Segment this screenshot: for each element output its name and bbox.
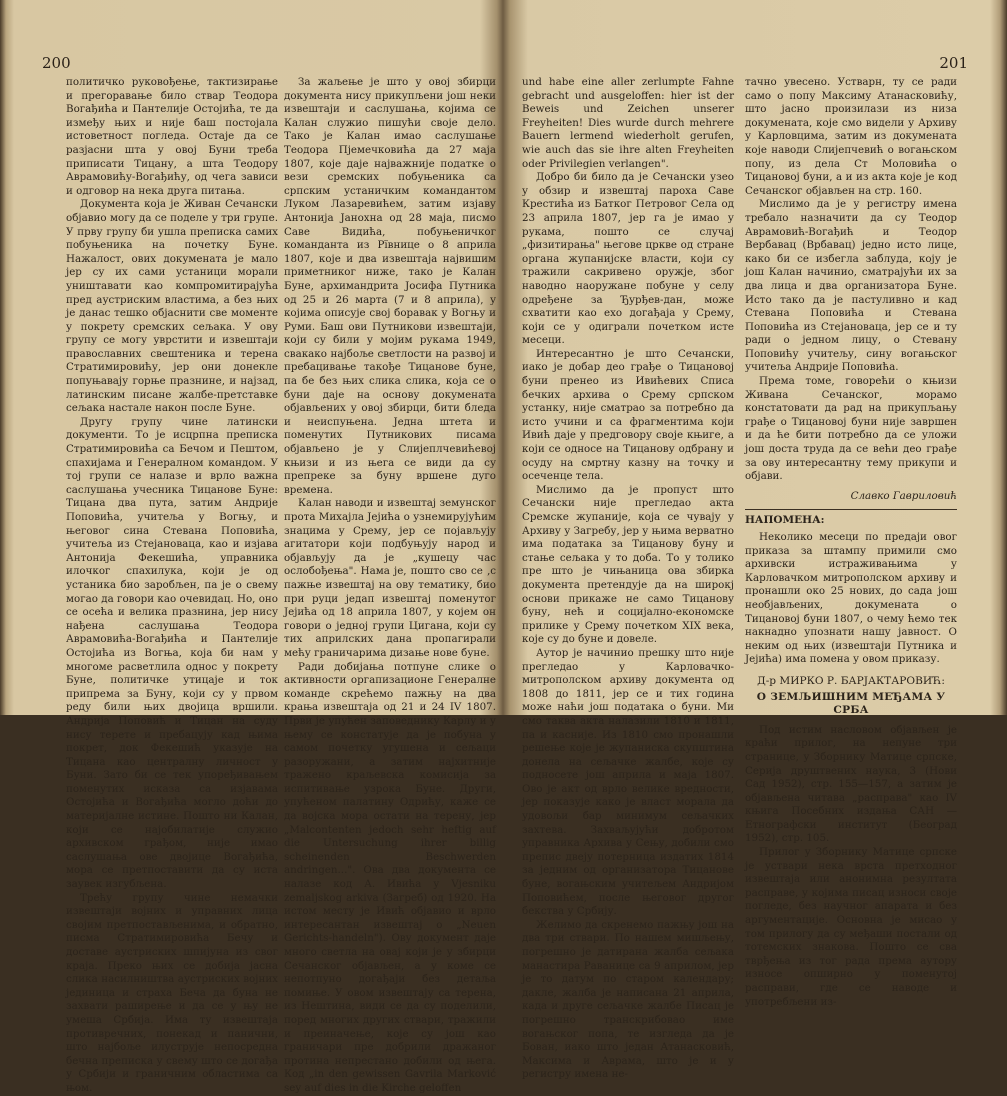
paragraph: Желимо да скренемо пажњу још на два три ствари. По нашем мишљењу, погрешно је датирана жалба сељака манастира Раванице са 9 априлом, јер је то датум по старом календару; дакле, жалба је написана 21 априла, када и друге сељачке жалбе Писац је погрешно транскрибовао име вогањског попа, те изгледа да је Бован, иако што један Атанасковић, Максима и Аврама, што је и у регистру имена не- — [522, 918, 734, 1081]
page-number: 201 — [939, 54, 968, 72]
note-text: Неколико месеци по предаји овог приказа за штампу примили смо архивски истраживањима у Карловачком митрополском архиву и пронашли око 25 нових, до сада још необјављених, докумената о Тицановој буни 1807, о чему ћемо тек накнадно упознати нашу јавност. О неким од њих (извештаји Путника и Јејића) има помена у овом приказу. — [745, 531, 957, 666]
paragraph: Под истим насловом објављен је краћи прилог, на непуне три странице, у Зборнику Матице српске, Серија друштвених наука, 3 (Нови Сад 1952), стр. 155—157, а затим је објављена читава „расправа" као IV књига Посебних издања САН — Етнографски институт (Београд 1952), стр. 105. — [745, 723, 957, 845]
paragraph: Трећу групу чине немачки извештаји војних и управних лица својим претпостављенима, и обратно, писма Стратимировића Бечу и доставе аустриских шпијуна из свог краја. Преко њих се добија јасна слика насилништва аустриских војних јединица и страха Беча да буна не захвати раширење и да се у њу не умеша Србија. Има ту извештаја противречних, понекад и панични, што најбоље илуструје непосредна бечна преписка у свему што се догађа у Србији и граничним областима са њом. — [66, 891, 278, 1094]
left-page — [20, 0, 496, 1094]
paragraph: Према томе, говорећи о књизи Живана Сечанског, морамо констатовати да рад на прикупљању грађе о Тицановој буни није завршен и да ће бити потребно да се уложи још доста труда да се већи део грађе за ову интересантну тему прикупи и објави. — [745, 375, 957, 483]
paragraph: Документа која је Живан Сечански објавио могу да се поделе у три групе. У прву групу би ушла преписка самих побуњеника на почетку Буне. Нажалост, ових докумената је мало јер су их сами устаници морали уништавати као компромитирајућа пред аустриским властима, а без њих је данас тешко објаснити све моменте у покрету сремских сељака. У ову групу се могу уврстити и извештаји православних свештеника и терена Стратимировићу, јер они донекле попуњавају горње празнине, и најзад, латинским писане жалбе-претставке сељака насталe након после Буне. — [66, 198, 278, 415]
review-signature: Славко Гавриловић — [850, 489, 957, 502]
article-author: Д-р МИРКО Р. БАРЈАКТАРОВИЋ: — [757, 674, 945, 687]
right-column-2 — [745, 76, 957, 1009]
paragraph: und habe eine aller zerlumpte Fahne gebracht und ausgeloffen: hier ist der Beweis und Zeichen unserer Freyheiten! Dies wurde durch mehrere Bauern lermend wiederholt gerufen, wie auch das sie ihre alten Freyheiten oder Privilegien verlangen". — [522, 76, 734, 170]
paragraph: Прилог у Зборнику Матице српске је уствари нека врста претходног извештаја или анонимна резултата расправе, у којима писац износи своје погледе, без научног апарата и без аргументације. Основна је мисао у том прилогу да су међаши постали од тотемских знакова. Пошто се сва тврђења из тог рада према аутору износе опширно у поменутој расправи, где се наводе и употребљени из- — [745, 846, 957, 1008]
paragraph: Аутор је начинио прешку што није прегледао у Карловачко-митрополском архиву документа од 1808 до 1811, јер се и тих година може наћи још података о буни. Ми смо таква акта налазили 1810 и 1811, па и касније. Из 1810 смо пронашли решење које је жупаниска скупштина донела на сељачке жалбе, које су подносете још априла и маја 1807. Ово је акт од врло велике вредности, јер показује како је власт морала да удовољи бар минимум сељачких захтева. Захваљујући добротом управника Архива у Сењу, добили смо препис двеју потерница издатих 1814 за једним од организатора Тицанове буне, вогањским учитељем Андријом Поповићем, после његовог другог бекства у Србију. — [522, 646, 734, 918]
paragraph: За жаљење је што у овој збирци документа нису прикупљени још неки извештаји и саслушања, којима се Калан служио пишући своје дело. Тако је Калан имао саслушање Теодора Пјемечковића да 27 маја 1807, које даје најважније податке о вези сремских побуњеника са српским устаничким командантом Луком Лазаревићем, затим изјаву Антонија Јанохна од 28 маја, писмо Саве Видића, побуњеничког команданта из Рївнице о 8 априла 1807, које и два извештаја највишим приметниког ниже, тако је Калан Буне, архимандрита Јосифа Путника од 25 и 26 марта (7 и 8 априла), у којима описује свој боравак у Вогњу и Руми. Баш ови Путникови извештаји, који су били у мојим рукама 1949, свакако најбоље светлости на развој и пребацивање такође Тицанове буне, па бе без њих слика слика, која се о буни даје на основу докумената објављених у овој збирци, бити бледа и неиспуњена. Једна штета и поменутих Путникових писама објављено је у Слијеплчевићевој књизи и из њега се види да су препреке за буну вршене дуго времена. — [284, 76, 496, 496]
left-column-2 — [284, 76, 496, 1096]
paragraph: Ради добијања потпуне слике о активности оргапизационе Генералне команде скрећемо пажњу на два крања извештаја од 21 и 24 IV 1807. Први је упућен заповеднику Карлу и у њему се констатује да је побуна у самом почетку угушена и сељаци разоружани, а затим најхитније тражено краљевска комисија за испитивање узрока Буне. Други, упућеном палатину Одрићу, каже се да војска мора остати на терену, јер „Malcontenten jedoch sehr heftig auf die Untersuchung ihrer billig scheinenden Beschwerden andringen...". Ова два документа се налазе код А. Ивића у Vjesniku zemaljskog arkiva (Загреб) од 1920. На истом месту је Ивић објавио и врло интересантан извештај о „Neuen Gerichts-handeln"). Ову документ даје много светла на овај који је у збирци Сечанског објављен, а у коме се непотпуно догађаји без детаља помиње. У овом извештају са терена, из Нештина, види се да су поделили, поред многих других ствари, тражили и преиначење, које су још као граничари пре добрили дражаног протина непрестано добили од њега. Код „in den gewissen Gavrila Marković sey auf dies in die Kirche geloffen — [284, 660, 496, 1094]
paragraph: Добро би било да је Сечански узео у обзир и извештај пароха Саве Крестића из Батког Петровог Села од 23 априла 1807, јер га је имао у рукама, пошто се случај „физитирања" његове цркве од стране органа жупанијске власти, који су тражили сакривено оружје, због наводно наоружане побуне у селу одређене за Ђурђев-дан, може схватити као ехо догађаја у Срему, који се у одиграли почетком исте месеци. — [522, 171, 734, 347]
paragraph: политичко руковођење, тактизирање и прегоравање било ствар Теодора Вогађића и Пантелије Остојића, те да између њих и није баш постојала истоветност погледа. Остаје да се разјасни шта у овој Буни треба приписати Тицану, а шта Теодору Аврамовићу-Вогађићу, од чега зависи и одговор на нека друга питања. — [66, 76, 278, 197]
paragraph: Калан наводи и извештај земунског прота Михајла Јејића о узнемирујућим знацима у Срему, јер се појављују агитатори који подбуњују народ и објављују да је „кушецу час ослобођења". Нама је, пошто сво се ‚с пажње извештај на ову тематику, био при руци једап извештај поменутог Јејића од 18 априла 1807, у којем он говори о једној групи Цигана, који су тих априлских дана пропагирали мећу граничарима дизање нове буне. — [284, 497, 496, 659]
left-column-1 — [66, 76, 278, 1096]
paragraph: Мислимо да је у регистру имена требало назначити да су Теодор Аврамовић-Вогађић и Теодор Вербавац (Врбавац) једно исто лице, како би се избегла заблуда, коју је још Калан начинио, сматрајући их за два лица и два организатора Буне. Исто тако да је пастуливно и кад Стевана Поповића и Стевана Поповића из Стејановаца, јер се и ту ради о једном лицу, о Стевану Поповићу учитељу, сину вогањског учитеља Андрије Поповића. — [745, 198, 957, 374]
right-page — [512, 0, 990, 1081]
article-title: О ЗЕМЉИШНИМ МЕЂАМА У СРБА — [756, 690, 946, 717]
note-heading: НАПОМЕНА: — [745, 514, 825, 527]
paragraph: Мислимо да је пропуст што Сечански није прегледао акта Сремске жупаније, која се чувају у Архиву у Загребу, јер у њима верватно има података за Тицанову буну и стање сељака у то доба. То у толико пре што је чињаница ова збирка документа претендује да на широкј основи прикаже не само Тицанову буну, нећ и социјално-економске прилике у Срему почетком XIX века, које су до буне и довеле. — [522, 483, 734, 646]
right-column-1 — [522, 76, 734, 1082]
paragraph: Интересантно је што Сечански, иако је добар део грађе о Тицановој буни пренео из Ивићевих Списа бечких архива о Срему српском устанку, није сматрао за потребно да исто учини и са фрагментима који Ивић даје у предговору своје књиге, а који се односе на Тицанову одбрану и осуду на смртну казну на точку и осеченце тела. — [522, 347, 734, 483]
paragraph: Другу групу чине латински документи. То је исцрпна преписка Стратимировића са Бечом и Пештом, спахијама и Генералном командом. У тој групи се налазе и врло важна саслушања учесника Тицанове Буне: Тицана два пута, затим Андрије Поповића, учитеља у Вогњу, и његовог сина Стевана Поповића, учитеља из Стејановаца, као и изјава Антонија Фекешића, управника илочког спахилука, који је од устаника био заробљен, па је о свему могао да говори као очевидац. Но, оно се осећа и велика празнина, јер нису нађена саслушања Теодора Аврамовића-Вогађића и Пантелије Остојића из Вогња, која би нам у многоме расветлила однос у покрету Буне, политичке утицаје и ток припрема за Буну, који су у првом реду били њих двојица вршили. Андрија Поповић и Тицан на суду нису терете и пребацују кад њима покрет, док Фекешић указује на Тицана као централну личност у Буни. Зато би се тек упоређивањем поменутих исказа са изјавама Остојића и Вогађића могло доћи до материјалне истине. Пошто ни Калан, који се најобилатије служио архивском грађом, није имао саслушања ове двојице Вогађића, мора се претпоставити да су иста заувек изгубљена. — [66, 415, 278, 891]
divider — [745, 509, 957, 510]
page-number: 200 — [42, 54, 71, 72]
paragraph: тачно увесено. Устварн, ту се ради само о попу Максиму Атанасковићу, што јасно произилази из низа докумената, које смо видели у Архиву у Карловцима, затим из докумената које наводи Слијепчевић о вогањском попу, из дела Ст Моловића о Тицановој буни, а и из акта које је код Сечанског објављен на стр. 160. — [745, 76, 957, 197]
